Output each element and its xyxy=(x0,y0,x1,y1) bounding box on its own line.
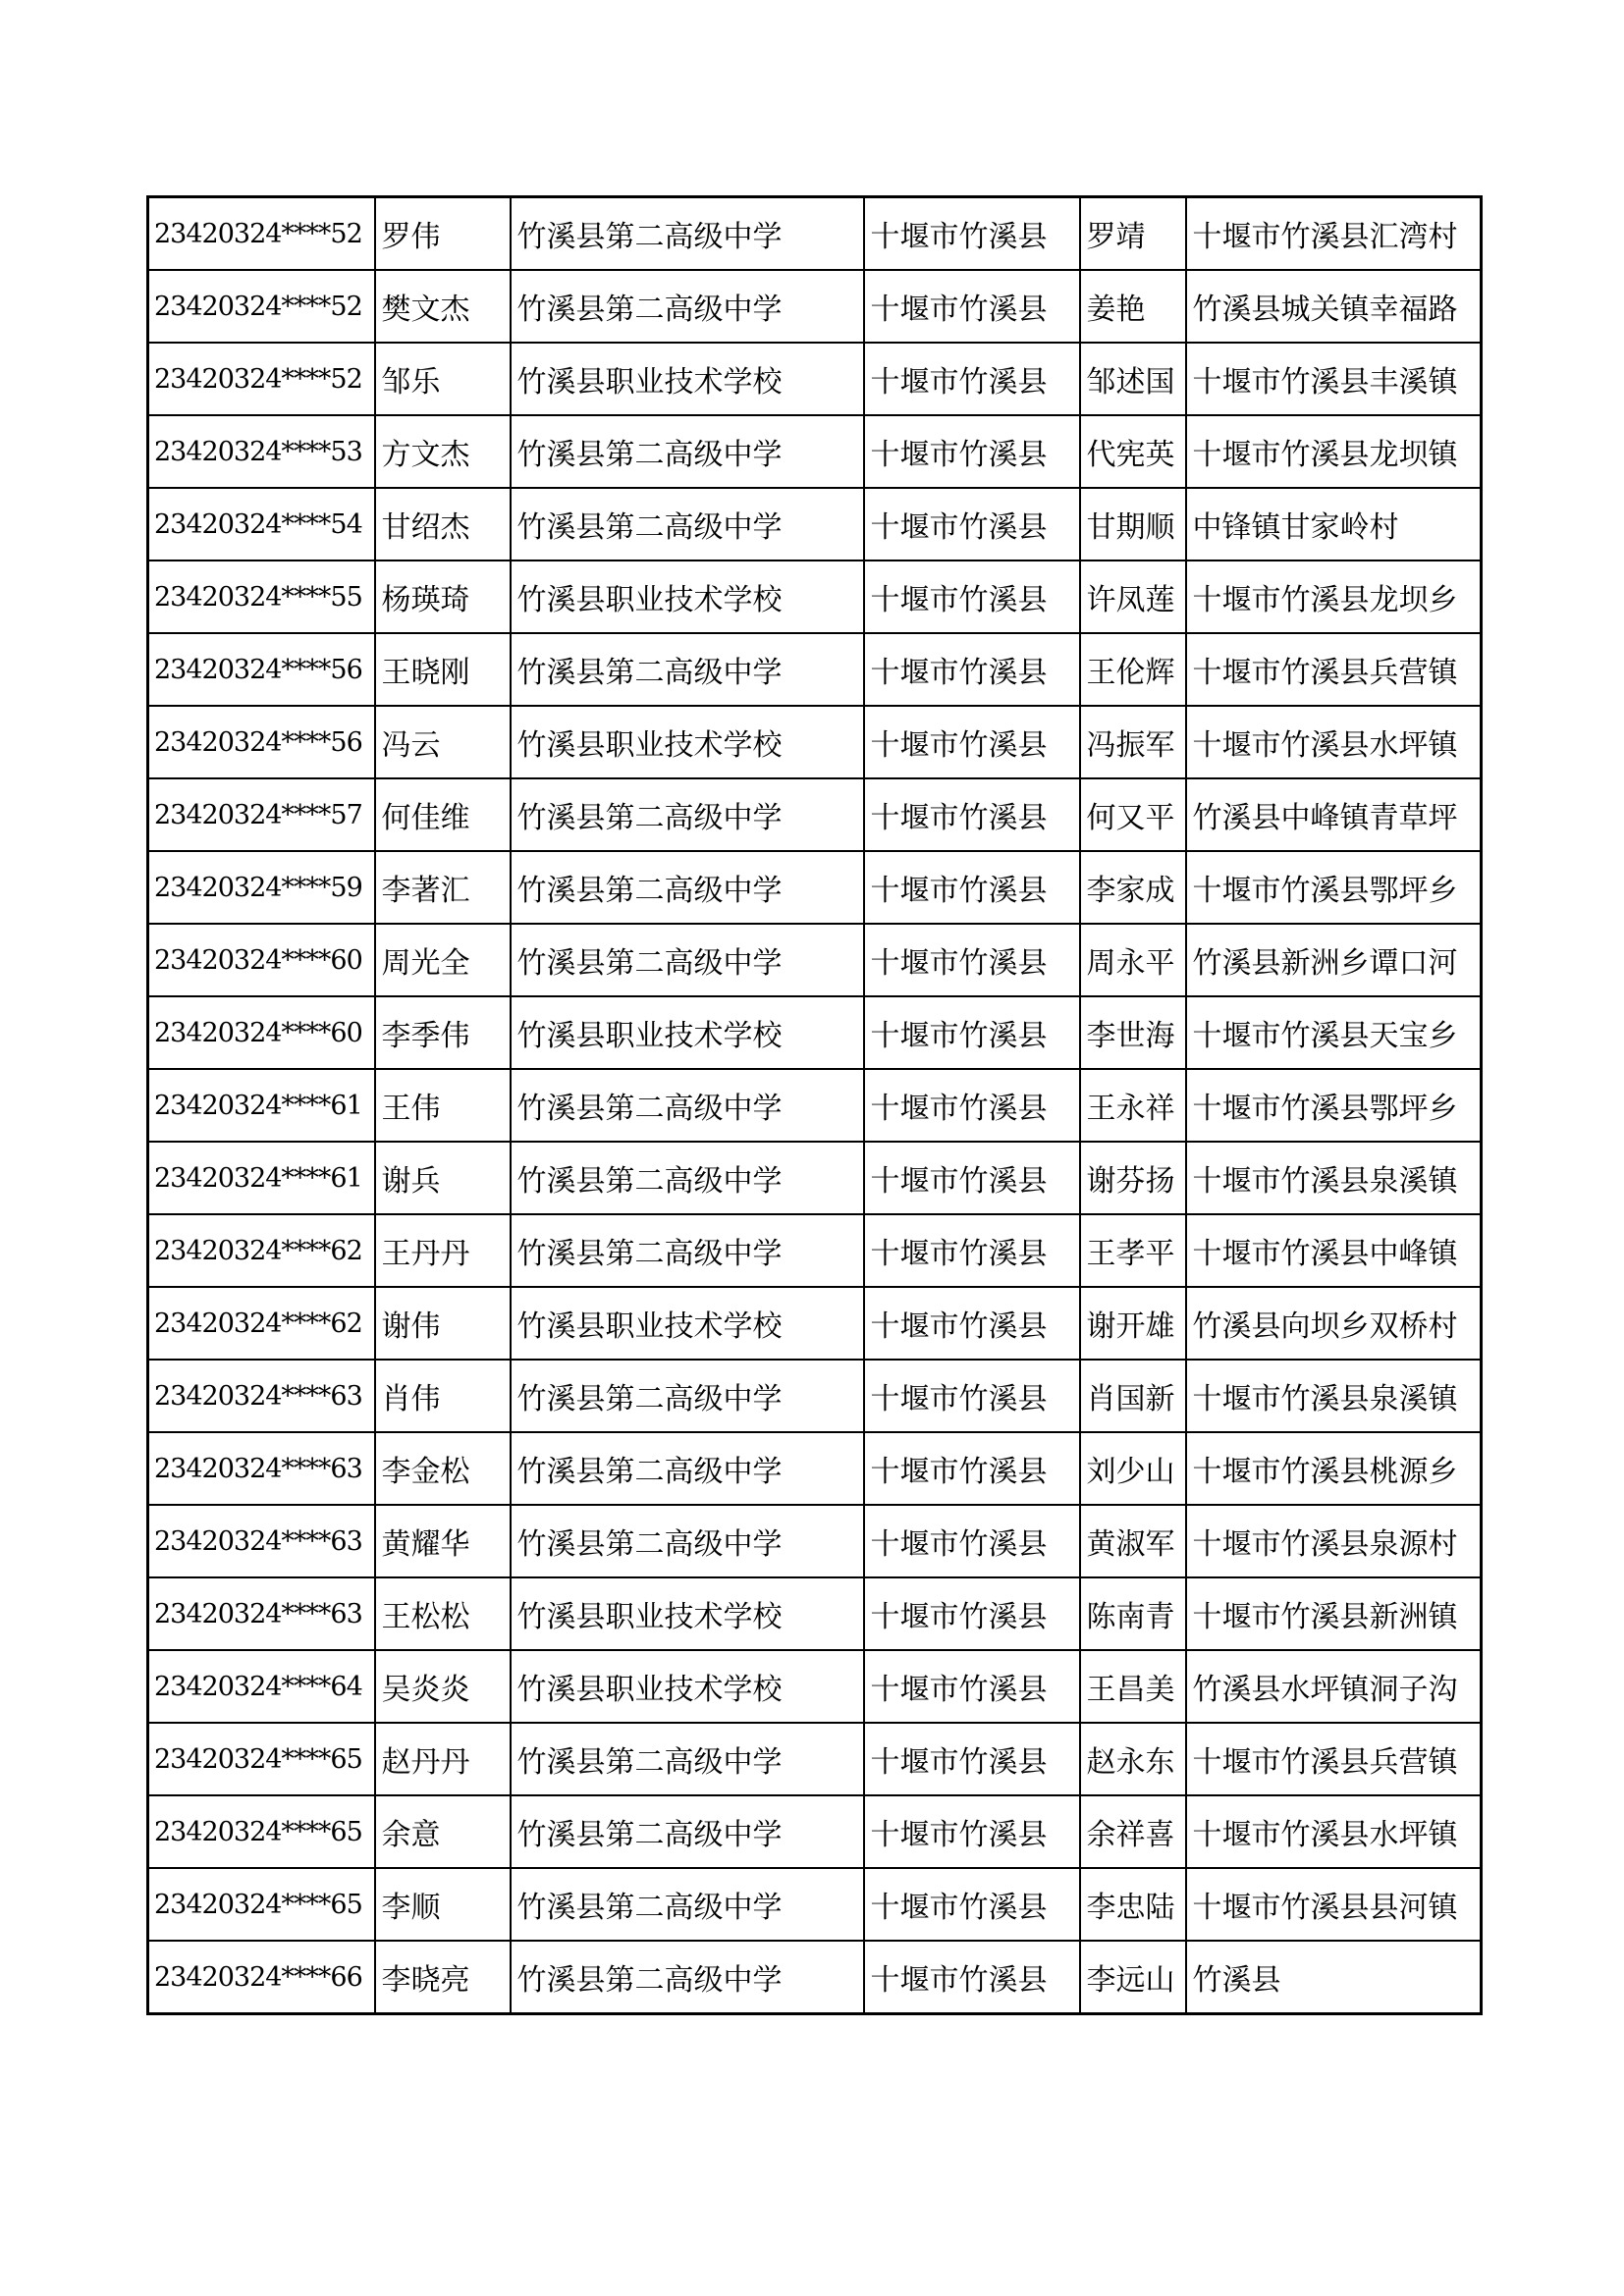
id-number-cell: 23420324****60 xyxy=(148,996,375,1069)
region-cell: 十堰市竹溪县 xyxy=(864,1577,1080,1650)
id-number-cell: 23420324****66 xyxy=(148,1941,375,2014)
id-number-cell: 23420324****65 xyxy=(148,1868,375,1941)
student-name-cell: 余意 xyxy=(375,1795,511,1868)
school-cell: 竹溪县第二高级中学 xyxy=(511,415,864,488)
guardian-name-cell: 邹述国 xyxy=(1080,343,1186,415)
school-cell: 竹溪县第二高级中学 xyxy=(511,1214,864,1287)
school-cell: 竹溪县第二高级中学 xyxy=(511,197,864,271)
table-row xyxy=(148,343,1482,415)
school-cell: 竹溪县第二高级中学 xyxy=(511,778,864,851)
address-cell: 十堰市竹溪县龙坝镇 xyxy=(1186,415,1482,488)
school-cell: 竹溪县第二高级中学 xyxy=(511,1069,864,1142)
school-cell: 竹溪县职业技术学校 xyxy=(511,343,864,415)
guardian-name-cell: 王昌美 xyxy=(1080,1650,1186,1723)
school-cell: 竹溪县第二高级中学 xyxy=(511,1723,864,1795)
table-row xyxy=(148,1650,1482,1723)
school-cell: 竹溪县第二高级中学 xyxy=(511,1868,864,1941)
region-cell: 十堰市竹溪县 xyxy=(864,851,1080,924)
table-row xyxy=(148,1432,1482,1505)
table-row xyxy=(148,488,1482,561)
table-row xyxy=(148,1795,1482,1868)
table-row xyxy=(148,996,1482,1069)
table-row xyxy=(148,924,1482,996)
id-number-cell: 23420324****65 xyxy=(148,1795,375,1868)
school-cell: 竹溪县职业技术学校 xyxy=(511,996,864,1069)
address-cell: 十堰市竹溪县汇湾村 xyxy=(1186,197,1482,271)
guardian-name-cell: 代宪英 xyxy=(1080,415,1186,488)
school-cell: 竹溪县第二高级中学 xyxy=(511,1432,864,1505)
address-cell: 竹溪县水坪镇洞子沟 xyxy=(1186,1650,1482,1723)
region-cell: 十堰市竹溪县 xyxy=(864,1287,1080,1360)
address-cell: 十堰市竹溪县兵营镇 xyxy=(1186,633,1482,706)
id-number-cell: 23420324****61 xyxy=(148,1069,375,1142)
student-name-cell: 李顺 xyxy=(375,1868,511,1941)
student-name-cell: 周光全 xyxy=(375,924,511,996)
region-cell: 十堰市竹溪县 xyxy=(864,924,1080,996)
region-cell: 十堰市竹溪县 xyxy=(864,1142,1080,1214)
table-row xyxy=(148,1941,1482,2014)
address-cell: 十堰市竹溪县龙坝乡 xyxy=(1186,561,1482,633)
guardian-name-cell: 赵永东 xyxy=(1080,1723,1186,1795)
id-number-cell: 23420324****54 xyxy=(148,488,375,561)
student-name-cell: 李著汇 xyxy=(375,851,511,924)
address-cell: 竹溪县 xyxy=(1186,1941,1482,2014)
school-cell: 竹溪县职业技术学校 xyxy=(511,1650,864,1723)
address-cell: 十堰市竹溪县新洲镇 xyxy=(1186,1577,1482,1650)
guardian-name-cell: 王伦辉 xyxy=(1080,633,1186,706)
address-cell: 中锋镇甘家岭村 xyxy=(1186,488,1482,561)
address-cell: 竹溪县新洲乡谭口河 xyxy=(1186,924,1482,996)
table-row xyxy=(148,633,1482,706)
guardian-name-cell: 肖国新 xyxy=(1080,1360,1186,1432)
school-cell: 竹溪县第二高级中学 xyxy=(511,1795,864,1868)
table-row xyxy=(148,1577,1482,1650)
student-name-cell: 吴炎炎 xyxy=(375,1650,511,1723)
table-row xyxy=(148,1069,1482,1142)
address-cell: 竹溪县城关镇幸福路 xyxy=(1186,270,1482,343)
id-number-cell: 23420324****52 xyxy=(148,343,375,415)
id-number-cell: 23420324****52 xyxy=(148,197,375,271)
id-number-cell: 23420324****63 xyxy=(148,1360,375,1432)
table-row xyxy=(148,778,1482,851)
guardian-name-cell: 何又平 xyxy=(1080,778,1186,851)
region-cell: 十堰市竹溪县 xyxy=(864,343,1080,415)
school-cell: 竹溪县第二高级中学 xyxy=(511,488,864,561)
guardian-name-cell: 罗靖 xyxy=(1080,197,1186,271)
id-number-cell: 23420324****62 xyxy=(148,1214,375,1287)
school-cell: 竹溪县职业技术学校 xyxy=(511,706,864,778)
address-cell: 十堰市竹溪县桃源乡 xyxy=(1186,1432,1482,1505)
student-name-cell: 樊文杰 xyxy=(375,270,511,343)
student-name-cell: 杨瑛琦 xyxy=(375,561,511,633)
school-cell: 竹溪县第二高级中学 xyxy=(511,270,864,343)
region-cell: 十堰市竹溪县 xyxy=(864,1723,1080,1795)
region-cell: 十堰市竹溪县 xyxy=(864,778,1080,851)
address-cell: 十堰市竹溪县兵营镇 xyxy=(1186,1723,1482,1795)
student-table xyxy=(146,195,1483,2015)
guardian-name-cell: 刘少山 xyxy=(1080,1432,1186,1505)
table-row xyxy=(148,1723,1482,1795)
guardian-name-cell: 黄淑军 xyxy=(1080,1505,1186,1577)
student-name-cell: 李金松 xyxy=(375,1432,511,1505)
guardian-name-cell: 冯振军 xyxy=(1080,706,1186,778)
id-number-cell: 23420324****63 xyxy=(148,1432,375,1505)
student-name-cell: 赵丹丹 xyxy=(375,1723,511,1795)
table-row xyxy=(148,1287,1482,1360)
guardian-name-cell: 李忠陆 xyxy=(1080,1868,1186,1941)
address-cell: 十堰市竹溪县泉源村 xyxy=(1186,1505,1482,1577)
region-cell: 十堰市竹溪县 xyxy=(864,1650,1080,1723)
student-name-cell: 邹乐 xyxy=(375,343,511,415)
address-cell: 竹溪县中峰镇青草坪 xyxy=(1186,778,1482,851)
student-name-cell: 王松松 xyxy=(375,1577,511,1650)
student-name-cell: 肖伟 xyxy=(375,1360,511,1432)
table-row xyxy=(148,415,1482,488)
student-name-cell: 甘绍杰 xyxy=(375,488,511,561)
id-number-cell: 23420324****59 xyxy=(148,851,375,924)
id-number-cell: 23420324****64 xyxy=(148,1650,375,1723)
guardian-name-cell: 谢芬扬 xyxy=(1080,1142,1186,1214)
document-page xyxy=(146,195,1480,2015)
student-name-cell: 谢兵 xyxy=(375,1142,511,1214)
id-number-cell: 23420324****60 xyxy=(148,924,375,996)
address-cell: 十堰市竹溪县丰溪镇 xyxy=(1186,343,1482,415)
address-cell: 十堰市竹溪县鄂坪乡 xyxy=(1186,851,1482,924)
region-cell: 十堰市竹溪县 xyxy=(864,1069,1080,1142)
table-row xyxy=(148,1142,1482,1214)
region-cell: 十堰市竹溪县 xyxy=(864,270,1080,343)
guardian-name-cell: 李远山 xyxy=(1080,1941,1186,2014)
region-cell: 十堰市竹溪县 xyxy=(864,1214,1080,1287)
guardian-name-cell: 谢开雄 xyxy=(1080,1287,1186,1360)
guardian-name-cell: 王孝平 xyxy=(1080,1214,1186,1287)
id-number-cell: 23420324****65 xyxy=(148,1723,375,1795)
school-cell: 竹溪县第二高级中学 xyxy=(511,1941,864,2014)
id-number-cell: 23420324****56 xyxy=(148,633,375,706)
school-cell: 竹溪县职业技术学校 xyxy=(511,1577,864,1650)
guardian-name-cell: 李家成 xyxy=(1080,851,1186,924)
guardian-name-cell: 姜艳 xyxy=(1080,270,1186,343)
id-number-cell: 23420324****52 xyxy=(148,270,375,343)
region-cell: 十堰市竹溪县 xyxy=(864,1941,1080,2014)
id-number-cell: 23420324****63 xyxy=(148,1577,375,1650)
school-cell: 竹溪县职业技术学校 xyxy=(511,1287,864,1360)
guardian-name-cell: 周永平 xyxy=(1080,924,1186,996)
school-cell: 竹溪县第二高级中学 xyxy=(511,1142,864,1214)
address-cell: 竹溪县向坝乡双桥村 xyxy=(1186,1287,1482,1360)
id-number-cell: 23420324****62 xyxy=(148,1287,375,1360)
address-cell: 十堰市竹溪县水坪镇 xyxy=(1186,706,1482,778)
guardian-name-cell: 许凤莲 xyxy=(1080,561,1186,633)
table-row xyxy=(148,1214,1482,1287)
guardian-name-cell: 李世海 xyxy=(1080,996,1186,1069)
region-cell: 十堰市竹溪县 xyxy=(864,488,1080,561)
id-number-cell: 23420324****53 xyxy=(148,415,375,488)
id-number-cell: 23420324****56 xyxy=(148,706,375,778)
student-name-cell: 冯云 xyxy=(375,706,511,778)
region-cell: 十堰市竹溪县 xyxy=(864,415,1080,488)
table-row xyxy=(148,706,1482,778)
region-cell: 十堰市竹溪县 xyxy=(864,1868,1080,1941)
school-cell: 竹溪县第二高级中学 xyxy=(511,1505,864,1577)
student-name-cell: 王伟 xyxy=(375,1069,511,1142)
address-cell: 十堰市竹溪县水坪镇 xyxy=(1186,1795,1482,1868)
school-cell: 竹溪县第二高级中学 xyxy=(511,924,864,996)
student-name-cell: 谢伟 xyxy=(375,1287,511,1360)
student-name-cell: 方文杰 xyxy=(375,415,511,488)
region-cell: 十堰市竹溪县 xyxy=(864,996,1080,1069)
table-body xyxy=(148,197,1482,2014)
region-cell: 十堰市竹溪县 xyxy=(864,1795,1080,1868)
table-row xyxy=(148,1360,1482,1432)
region-cell: 十堰市竹溪县 xyxy=(864,1360,1080,1432)
address-cell: 十堰市竹溪县县河镇 xyxy=(1186,1868,1482,1941)
school-cell: 竹溪县职业技术学校 xyxy=(511,561,864,633)
region-cell: 十堰市竹溪县 xyxy=(864,561,1080,633)
school-cell: 竹溪县第二高级中学 xyxy=(511,851,864,924)
guardian-name-cell: 余祥喜 xyxy=(1080,1795,1186,1868)
address-cell: 十堰市竹溪县鄂坪乡 xyxy=(1186,1069,1482,1142)
table-row xyxy=(148,851,1482,924)
address-cell: 十堰市竹溪县泉溪镇 xyxy=(1186,1142,1482,1214)
table-row xyxy=(148,1868,1482,1941)
school-cell: 竹溪县第二高级中学 xyxy=(511,633,864,706)
region-cell: 十堰市竹溪县 xyxy=(864,706,1080,778)
student-name-cell: 黄耀华 xyxy=(375,1505,511,1577)
table-row xyxy=(148,561,1482,633)
address-cell: 十堰市竹溪县天宝乡 xyxy=(1186,996,1482,1069)
table-row xyxy=(148,1505,1482,1577)
region-cell: 十堰市竹溪县 xyxy=(864,633,1080,706)
id-number-cell: 23420324****55 xyxy=(148,561,375,633)
id-number-cell: 23420324****61 xyxy=(148,1142,375,1214)
school-cell: 竹溪县第二高级中学 xyxy=(511,1360,864,1432)
student-name-cell: 王晓刚 xyxy=(375,633,511,706)
guardian-name-cell: 王永祥 xyxy=(1080,1069,1186,1142)
guardian-name-cell: 甘期顺 xyxy=(1080,488,1186,561)
guardian-name-cell: 陈南青 xyxy=(1080,1577,1186,1650)
address-cell: 十堰市竹溪县泉溪镇 xyxy=(1186,1360,1482,1432)
table-row xyxy=(148,270,1482,343)
student-name-cell: 王丹丹 xyxy=(375,1214,511,1287)
table-row xyxy=(148,197,1482,271)
student-name-cell: 李晓亮 xyxy=(375,1941,511,2014)
region-cell: 十堰市竹溪县 xyxy=(864,1432,1080,1505)
student-name-cell: 李季伟 xyxy=(375,996,511,1069)
id-number-cell: 23420324****57 xyxy=(148,778,375,851)
student-name-cell: 何佳维 xyxy=(375,778,511,851)
id-number-cell: 23420324****63 xyxy=(148,1505,375,1577)
address-cell: 十堰市竹溪县中峰镇 xyxy=(1186,1214,1482,1287)
region-cell: 十堰市竹溪县 xyxy=(864,197,1080,271)
student-name-cell: 罗伟 xyxy=(375,197,511,271)
region-cell: 十堰市竹溪县 xyxy=(864,1505,1080,1577)
